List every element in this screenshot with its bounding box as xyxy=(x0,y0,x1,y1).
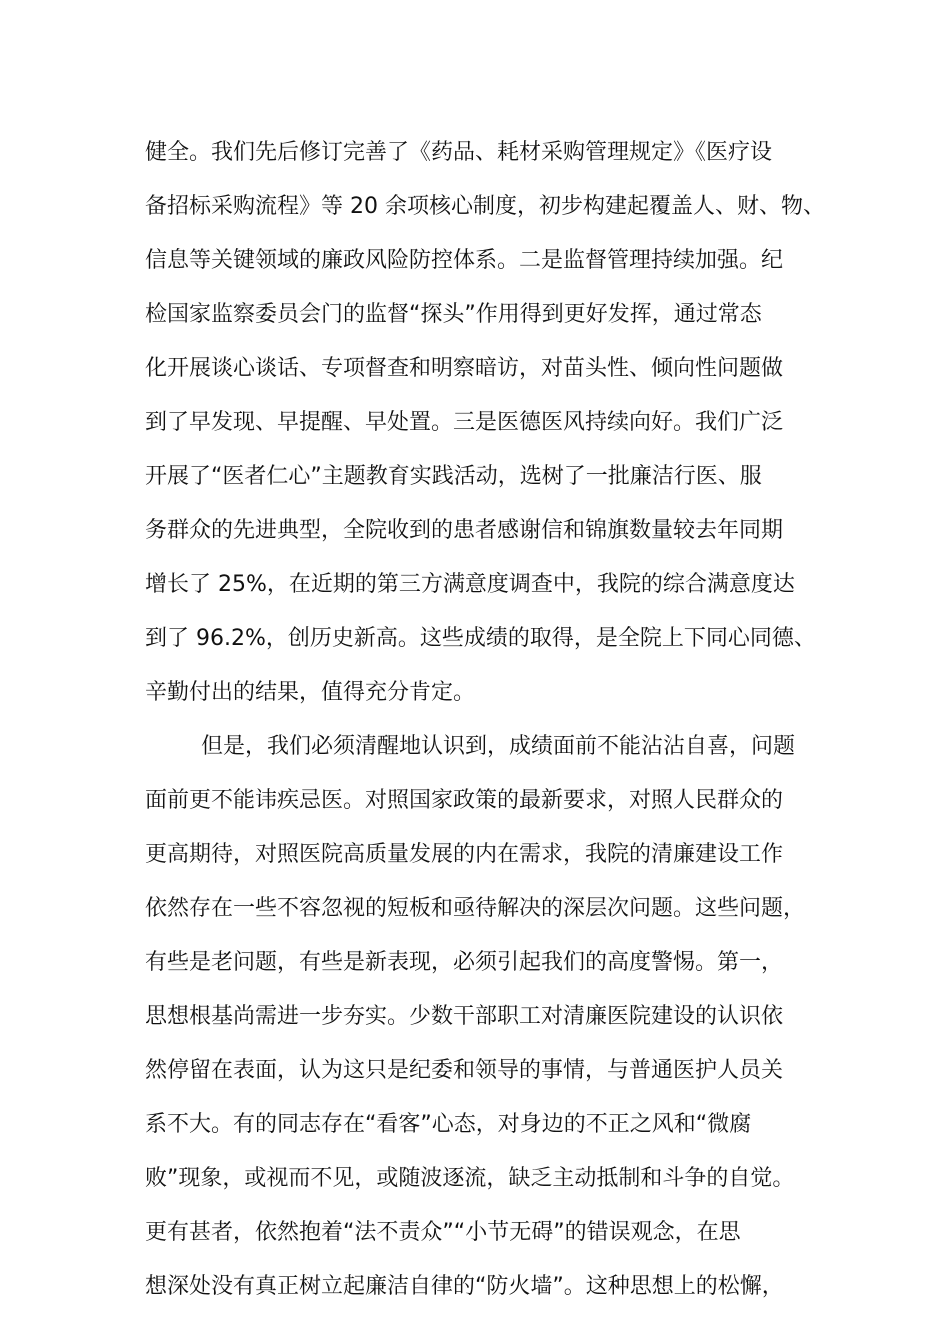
text-line: 开展了“医者仁心”主题教育实践活动，选树了一批廉洁行医、服 xyxy=(145,464,762,489)
text-line: 备招标采购流程》等 20 余项核心制度，初步构建起覆盖人、财、物、 xyxy=(145,194,825,219)
text-line: 增长了 25%，在近期的第三方满意度调查中，我院的综合满意度达 xyxy=(145,572,795,597)
text-line: 更高期待，对照医院高质量发展的内在需求，我院的清廉建设工作 xyxy=(145,842,784,867)
text-line: 辛勤付出的结果，值得充分肯定。 xyxy=(145,680,476,705)
text-line: 更有甚者，依然抱着“法不责众”“小节无碍”的错误观念，在思 xyxy=(145,1220,741,1245)
text-line-first-indented: 但是，我们必须清醒地认识到，成绩面前不能沾沾自喜，问题 xyxy=(201,734,796,759)
text-line: 到了 96.2%，创历史新高。这些成绩的取得，是全院上下同心同德、 xyxy=(145,626,816,651)
text-line: 健全。我们先后修订完善了《药品、耗材采购管理规定》《医疗设 xyxy=(145,140,773,165)
text-line: 系不大。有的同志存在“看客”心态，对身边的不正之风和“微腐 xyxy=(145,1112,752,1137)
text-line: 面前更不能讳疾忌医。对照国家政策的最新要求，对照人民群众的 xyxy=(145,788,784,813)
paragraph-problems xyxy=(145,720,825,1314)
text-line: 有些是老问题，有些是新表现，必须引起我们的高度警惕。第一， xyxy=(145,950,784,975)
text-line: 到了早发现、早提醒、早处置。三是医德医风持续向好。我们广泛 xyxy=(145,410,784,435)
text-line: 思想根基尚需进一步夯实。少数干部职工对清廉医院建设的认识依 xyxy=(145,1004,784,1029)
text-line: 化开展谈心谈话、专项督查和明察暗访，对苗头性、倾向性问题做 xyxy=(145,356,784,381)
body-text xyxy=(145,126,825,1314)
text-line: 然停留在表面，认为这只是纪委和领导的事情，与普通医护人员关 xyxy=(145,1058,784,1083)
text-line: 信息等关键领域的廉政风险防控体系。二是监督管理持续加强。纪 xyxy=(145,248,784,273)
text-line: 依然存在一些不容忽视的短板和亟待解决的深层次问题。这些问题， xyxy=(145,896,806,921)
text-line: 败”现象，或视而不见，或随波逐流，缺乏主动抵制和斗争的自觉。 xyxy=(145,1166,795,1191)
text-line: 想深处没有真正树立起廉洁自律的“防火墙”。这种思想上的松懈， xyxy=(145,1274,784,1299)
text-line: 务群众的先进典型，全院收到的患者感谢信和锦旗数量较去年同期 xyxy=(145,518,784,543)
paragraph-achievements xyxy=(145,126,825,720)
text-line: 检国家监察委员会门的监督“探头”作用得到更好发挥，通过常态 xyxy=(145,302,762,327)
